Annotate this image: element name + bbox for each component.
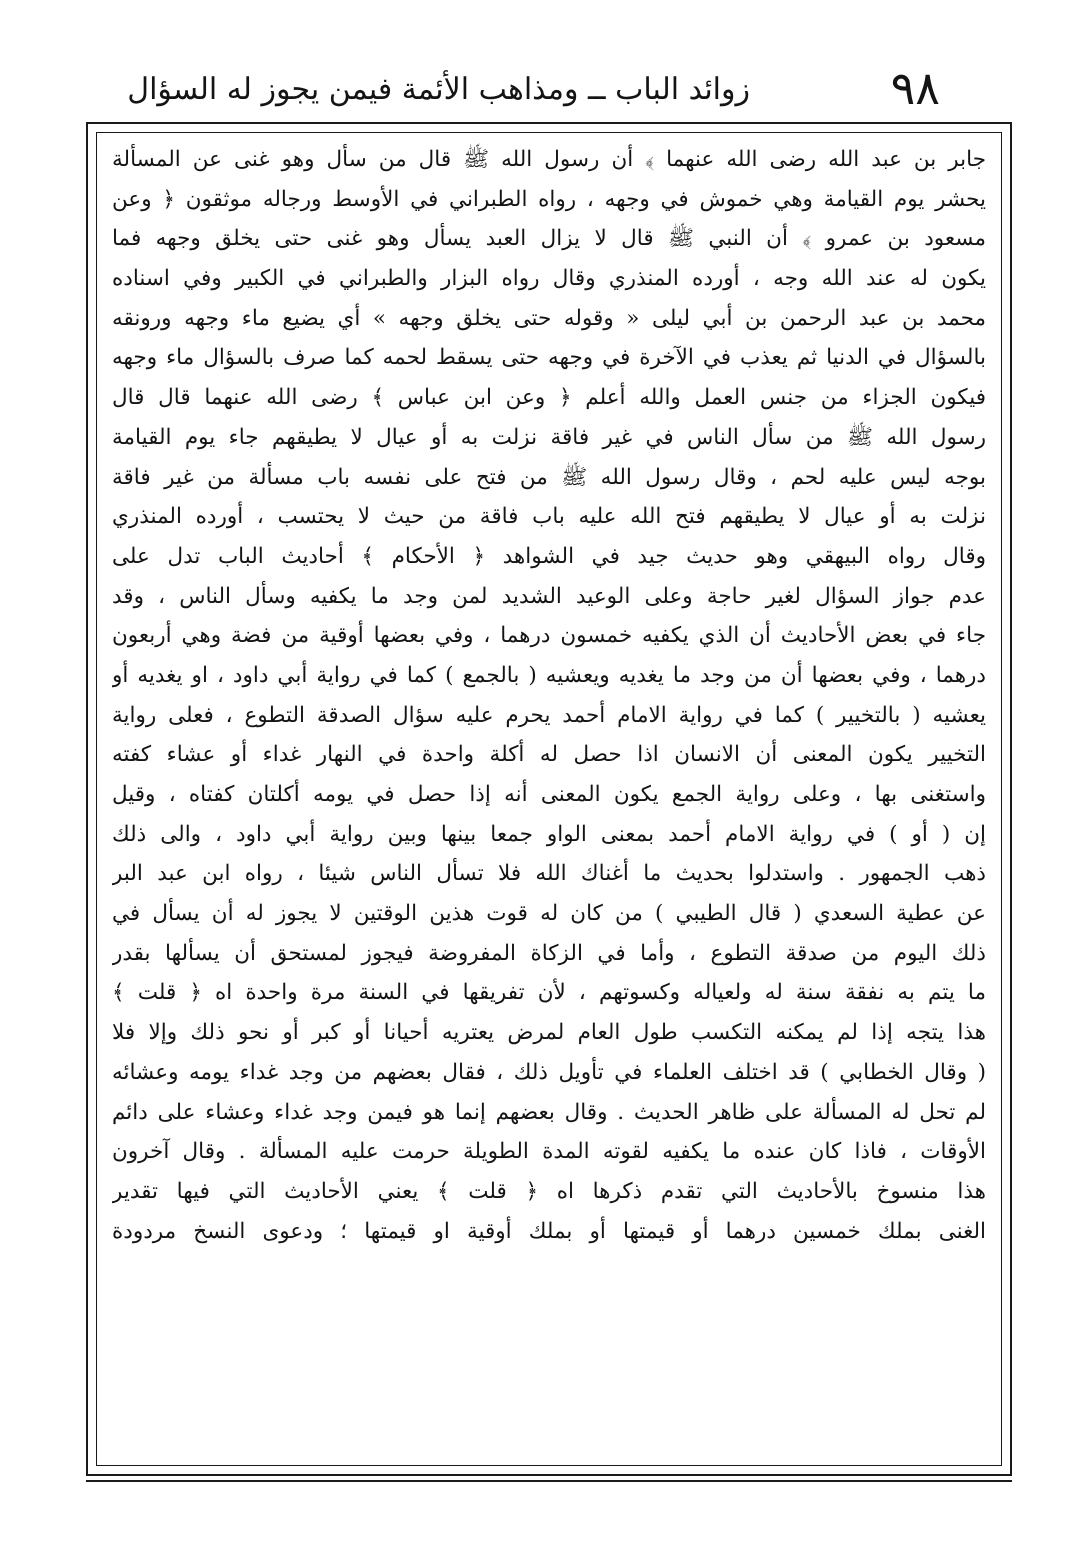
text-line: عن عطية السعدي ( قال الطيبي ) من كان له قوت هذين الوقتين لا يجوز له أن يسأل في [112,901,986,927]
text-line: يحشر يوم القيامة وهي خموش في وجهه ، رواه الطبراني في الأوسط ورجاله موثقون ﴿ وعن [112,186,986,212]
text-line: جاء في بعض الأحاديث أن الذي يكفيه خمسون درهما ، وفي بعضها أوقية من فضة وهي أربعون [112,623,986,649]
text-line: درهما ، وفي بعضها أن من وجد ما يغديه ويعشيه ( بالجمع ) كما في رواية أبي داود ، او يغديه أو [112,662,986,688]
text-line: محمد بن عبد الرحمن بن أبي ليلى « وقوله حتى يخلق وجهه » أي يضيع ماء وجهه ورونقه [112,305,986,331]
text-line: يكون له عند الله وجه ، أورده المنذري وقال رواه البزار والطبراني في الكبير وفي اسناده [112,266,986,292]
text-line: الأوقات ، فاذا كان عنده ما يكفيه لقوته المدة الطويلة حرمت عليه المسألة . وقال آخرون [112,1139,986,1165]
bottom-rule [86,1480,1012,1482]
page-number: ٩٨ [890,61,940,115]
text-line: ( وقال الخطابي ) قد اختلف العلماء في تأويل ذلك ، فقال بعضهم من وجد غداء يومه وعشائه [112,1059,986,1085]
text-line: بوجه ليس عليه لحم ، وقال رسول الله ﷺ من فتح على نفسه باب مسألة من غير فاقة [112,464,986,490]
text-line: التخيير يكون المعنى أن الانسان اذا حصل له أكلة واحدة في النهار غداء أو عشاء كفته [112,742,986,768]
text-line: ما يتم به نفقة سنة له ولعياله وكسوتهم ، لأن تفريقها في السنة مرة واحدة اه ﴿ قلت ﴾ [112,980,986,1006]
text-line: نزلت به أو عيال لا يطيقهم فتح الله عليه باب فاقة من حيث لا يحتسب ، أورده المنذري [112,504,986,530]
text-line: هذا يتجه إذا لم يمكنه التكسب طول العام لمرض يعتريه أحيانا أو كبر أو نحو ذلك وإلا فلا [112,1020,986,1046]
text-line: ذهب الجمهور . واستدلوا بحديث ما أغناك الله فلا تسأل الناس شيئا ، رواه ابن عبد البر [112,861,986,887]
text-line: يعشيه ( بالتخيير ) كما في رواية الامام أحمد يحرم عليه سؤال الصدقة التطوع ، فعلى رواية [112,702,986,728]
text-line: رسول الله ﷺ من سأل الناس في غير فاقة نزلت به أو عيال لا يطيقهم جاء يوم القيامة [112,424,986,450]
text-line: ذلك اليوم من صدقة التطوع ، وأما في الزكاة المفروضة فيجوز لمستحق أن يسألها بقدر [112,940,986,966]
body-text [112,140,986,1460]
text-line: فيكون الجزاء من جنس العمل والله أعلم ﴿ وعن ابن عباس ﴾ رضى الله عنهما قال قال [112,385,986,411]
running-head: زوائد الباب ــ ومذاهب الأئمة فيمن يجوز له السؤال [127,72,750,107]
text-line: هذا منسوخ بالأحاديث التي تقدم ذكرها اه ﴿ قلت ﴾ يعني الأحاديث التي فيها تقدير [112,1178,986,1204]
text-line: بالسؤال في الدنيا ثم يعذب في الآخرة في وجهه حتى يسقط لحمه كما صرف بالسؤال ماء وجهه [112,345,986,371]
text-line: مسعود بن عمرو ﴾ أن النبي ﷺ قال لا يزال العبد يسأل وهو غنى حتى يخلق وجهه فما [112,226,986,252]
text-line: واستغنى بها ، وعلى رواية الجمع يكون المعنى أنه إذا حصل في يومه أكلتان كفتاه ، وقيل [112,782,986,807]
text-line: عدم جواز السؤال لغير حاجة وعلى الوعيد الشديد لمن وجد ما يكفيه وسأل الناس ، وقد [112,583,986,609]
text-line: لم تحل له المسألة على ظاهر الحديث . وقال بعضهم إنما هو فيمن وجد غداء وعشاء على دائم [112,1099,986,1125]
text-line: وقال رواه البيهقي وهو حديث جيد في الشواهد ﴿ الأحكام ﴾ أحاديث الباب تدل على [112,543,986,569]
text-line: إن ( أو ) في رواية الامام أحمد بمعنى الواو جمعا بينها وبين رواية أبي داود ، والى ذلك [112,821,986,847]
page-header [80,58,980,118]
text-line: جابر بن عبد الله رضى الله عنهما ﴾ أن رسول الله ﷺ قال من سأل وهو غنى عن المسألة [112,147,986,172]
text-line: الغنى بملك خمسين درهما أو قيمتها أو بملك أوقية او قيمتها ؛ ودعوى النسخ مردودة [112,1218,986,1244]
